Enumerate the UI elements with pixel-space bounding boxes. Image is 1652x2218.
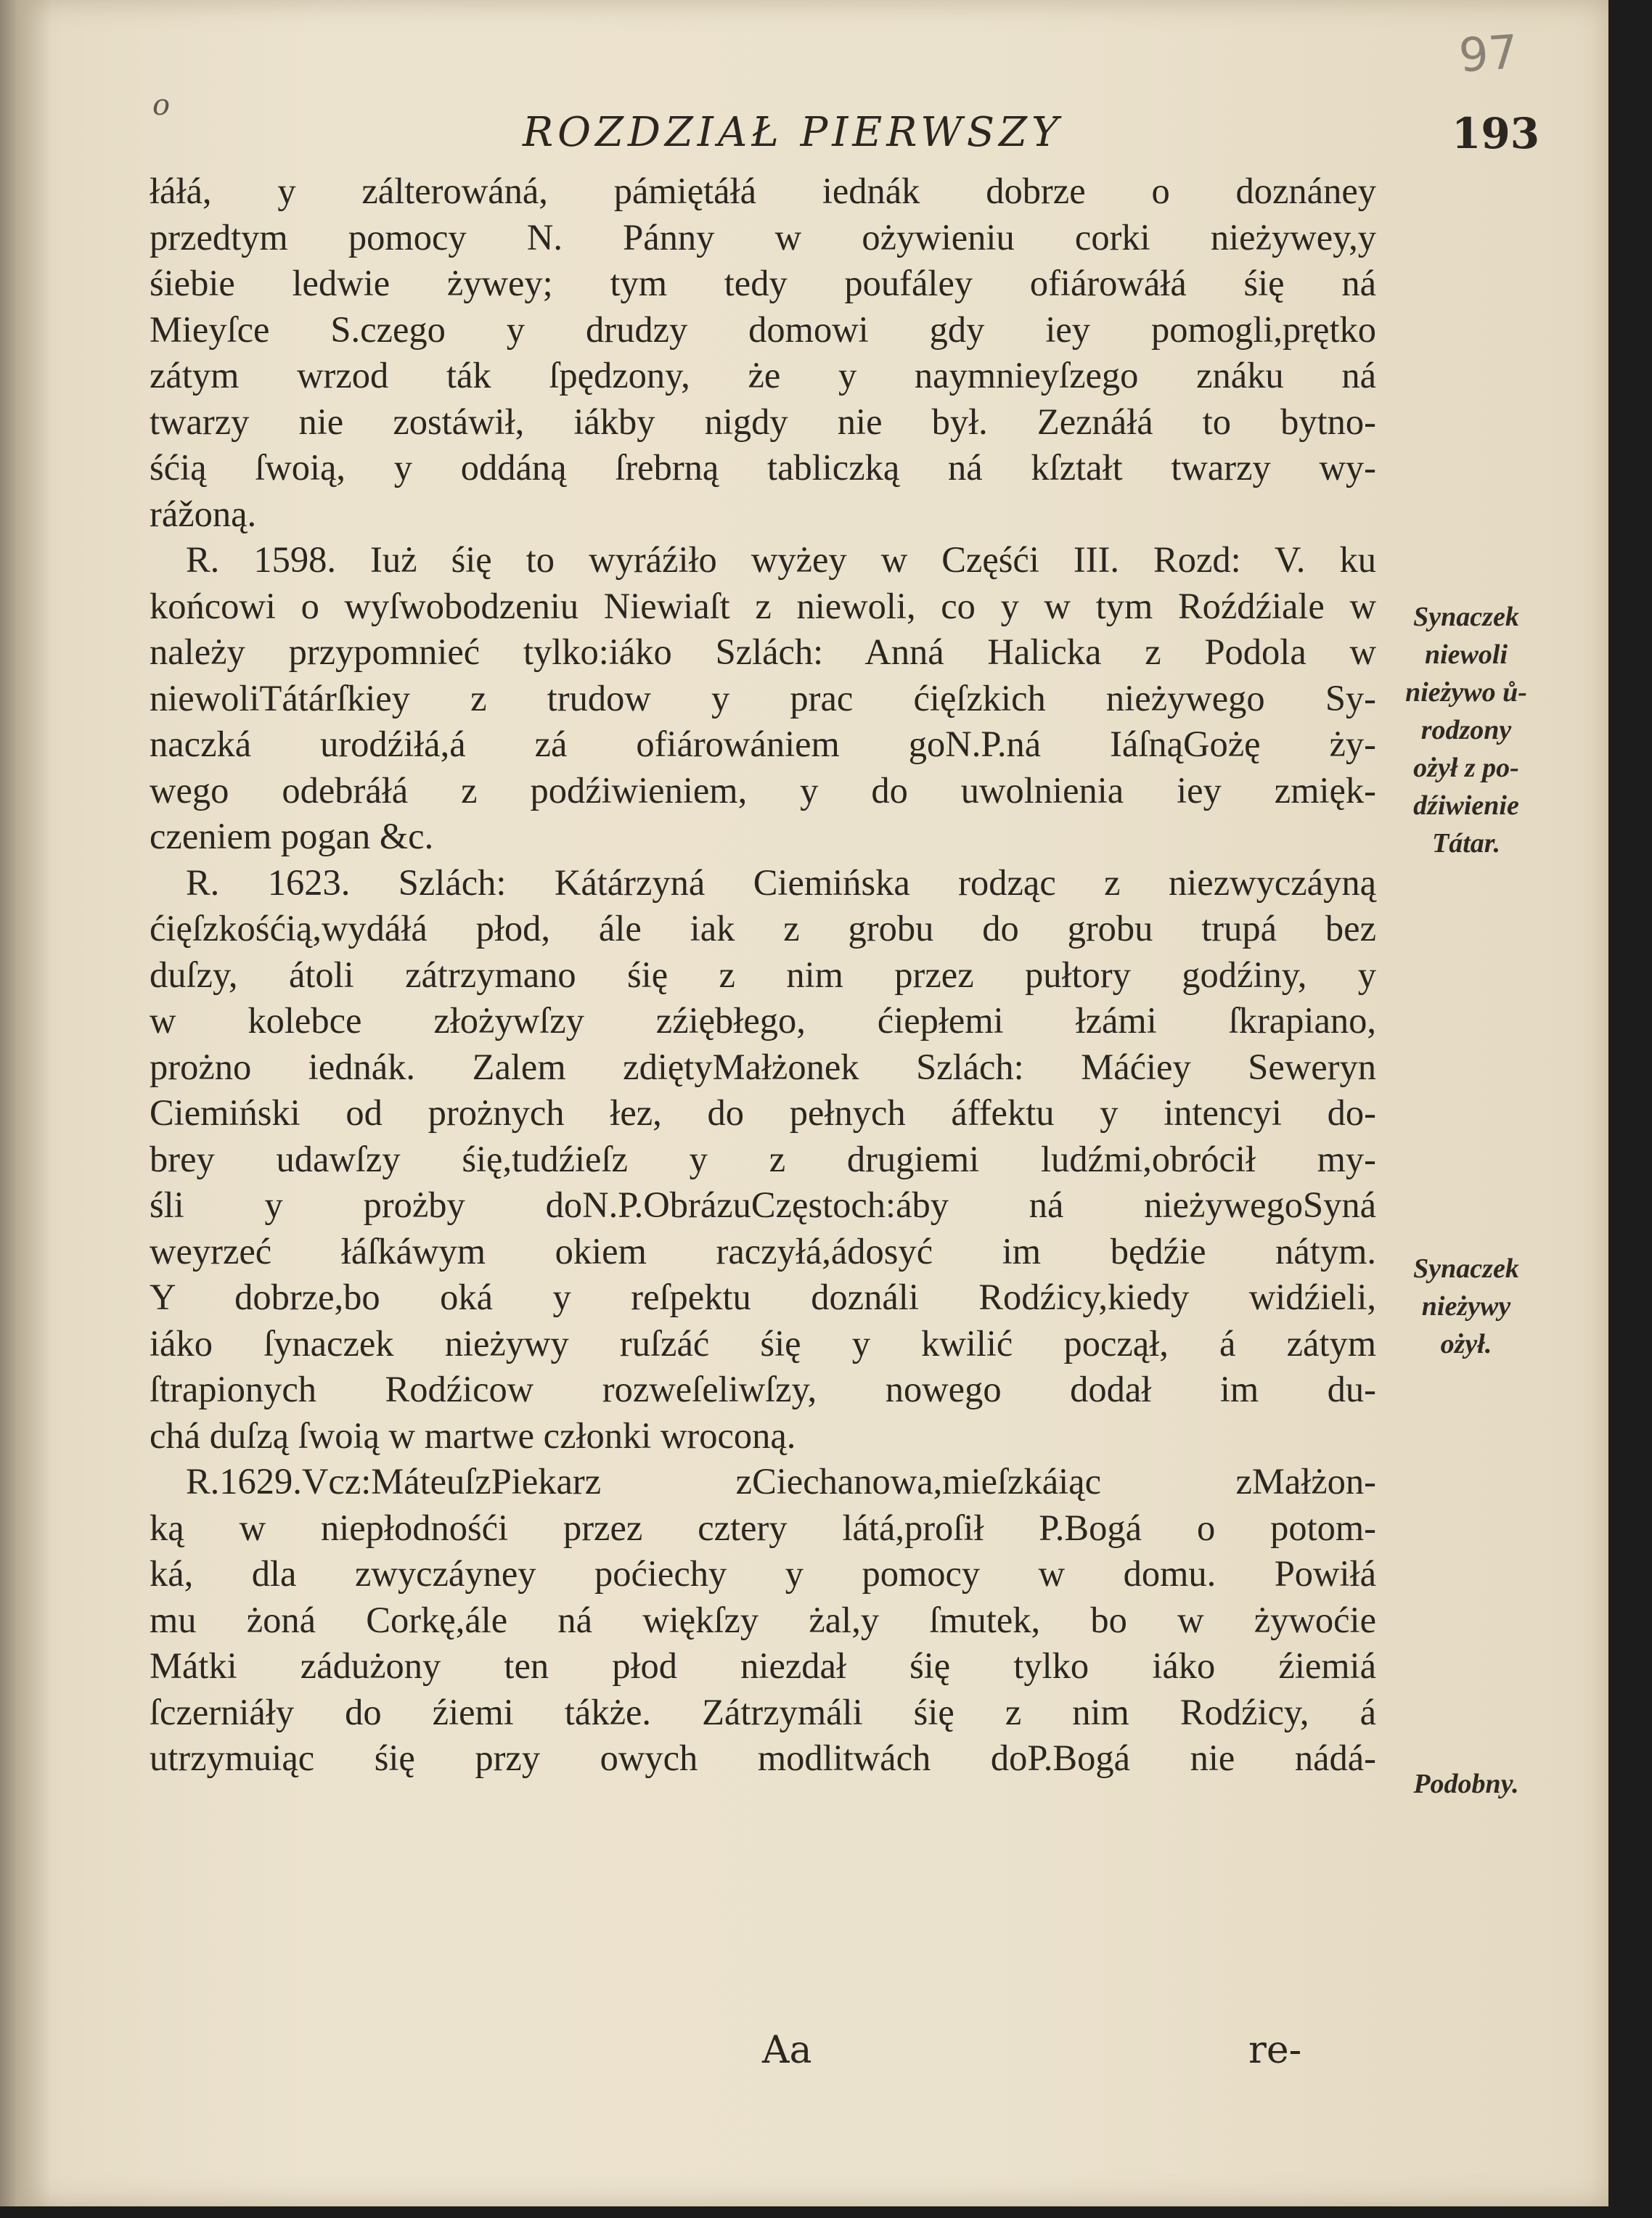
- text-line: utrzymuiąc śię przy owych modlitwách doP.Bogá nie nádá-: [150, 1738, 1376, 1778]
- text-line: weyrzeć łáſkáwym okiem raczyłá,ádosyć im będźie nátym.: [150, 1230, 1376, 1272]
- margin-note-line: Synaczek: [1413, 602, 1519, 632]
- text-line: chá duſzą ſwoią w martwe członki wroconą.: [150, 1415, 796, 1456]
- text-line: naczká urodźiłá,á zá ofiárowániem goN.P.ná IáſnąGożę ży-: [150, 724, 1376, 764]
- text-line: wego odebráłá z podźiwieniem, y do uwolnienia iey zmięk-: [150, 769, 1376, 811]
- text-line: twarzy nie zostáwił, iákby nigdy nie był. Zeznáłá to bytno-: [150, 401, 1376, 442]
- margin-note-line: Podobny.: [1413, 1769, 1519, 1799]
- text-line: prożno iednák. Zalem zdiętyMałżonek Szlách: Máćiey Seweryn: [150, 1046, 1376, 1087]
- margin-note-line: Synaczek: [1413, 1253, 1519, 1284]
- text-line: R.1629.Vcz:MáteuſzPiekarz zCiechanowa,mieſzkáiąc zMałżon-: [186, 1461, 1376, 1502]
- handwritten-folio-number: 97: [1457, 25, 1520, 83]
- text-line: ká, dla zwyczáyney poćiechy y pomocy w domu. Powiłá: [150, 1553, 1376, 1594]
- text-line: Mieyſce S.czego y drudzy domowi gdy iey pomogli,prętko: [150, 308, 1376, 350]
- text-line: brey udawſzy śię,tudźieſz y z drugiemi ludźmi,obrócił my-: [150, 1138, 1376, 1179]
- running-header: ROZDZIAŁ PIERWSZY: [523, 109, 1063, 156]
- margin-note-2: [1386, 1250, 1546, 1363]
- text-line: końcowi o wyſwobodzeniu Niewiaſt z niewoli, co y w tym Roźdźiale w: [150, 585, 1376, 626]
- margin-note-line: rodzony: [1420, 715, 1512, 745]
- text-line: należy przypomnieć tylko:iáko Szlách: Anná Halicka z Podola w: [150, 631, 1376, 672]
- margin-note-line: niewoli: [1424, 639, 1508, 670]
- text-line: śćią ſwoią, y oddáną ſrebrną tabliczką ná kſztałt twarzy wy-: [150, 447, 1376, 488]
- text-line: duſzy, átoli zátrzymano śię z nim przez pułtory godźiny, y: [150, 954, 1376, 995]
- margin-note-3: [1386, 1765, 1546, 1803]
- text-line: ſczerniáły do źiemi tákże. Zátrzymáli śię z nim Rodźicy, á: [150, 1691, 1376, 1732]
- text-line: łáłá, y zálterowáná, pámiętáłá iednák dobrze o doznáney: [150, 171, 1376, 211]
- text-line: mu żoná Corkę,ále ná więkſzy żal,y ſmutek, bo w żywoćie: [150, 1599, 1376, 1640]
- text-line: Mátki zádużony ten płod niezdał śię tylko iáko źiemiá: [150, 1645, 1376, 1686]
- text-line: śiebie ledwie żywey; tym tedy poufáley ofiárowáłá śię ná: [150, 263, 1376, 303]
- text-line: zátym wrzod ták ſpędzony, że y naymnieyſzego znáku ná: [150, 355, 1376, 396]
- margin-note-line: ożył.: [1440, 1329, 1492, 1359]
- margin-note-line: nieżywy: [1421, 1291, 1511, 1322]
- text-line: w kolebce złożywſzy zźiębłego, ćiepłemi łzámi ſkrapiano,: [150, 1000, 1376, 1041]
- text-line: R. 1623. Szlách: Kátárzyná Ciemińska rodząc z niezwyczáyną: [186, 862, 1376, 903]
- text-line: ſtrapionych Rodźicow rozweſeliwſzy, nowego dodał im du-: [150, 1369, 1376, 1409]
- text-line: śli y prożby doN.P.ObrázuCzęstoch:áby ná nieżywegoSyná: [150, 1184, 1376, 1225]
- margin-note-line: Tátar.: [1432, 828, 1500, 859]
- text-line: czeniem pogan &c.: [150, 816, 434, 856]
- margin-note-line: nieżywo ů-: [1405, 677, 1527, 708]
- catchword: re-: [1248, 2029, 1302, 2072]
- page-number: 193: [1452, 109, 1540, 158]
- text-line: ką w niepłodnośći przez cztery látá,proſił P.Bogá o potom-: [150, 1507, 1376, 1548]
- text-line: przedtym pomocy N. Pánny w ożywieniu corki nieżywey,y: [150, 216, 1376, 258]
- text-line: niewoliTátárſkiey z trudow y prac ćięſzkich nieżywego Sy-: [150, 677, 1376, 719]
- main-text: [150, 168, 1376, 1782]
- text-line: Y dobrze,bo oká y reſpektu doználi Rodźicy,kiedy widźieli,: [150, 1277, 1376, 1317]
- text-line: Ciemiński od prożnych łez, do pełnych áffektu y intencyi do-: [150, 1092, 1376, 1133]
- margin-note-line: ożył z po-: [1413, 753, 1519, 783]
- text-line: rážoną.: [150, 493, 257, 534]
- text-line: ćięſzkośćią,wydáłá płod, ále iak z grobu do grobu trupá bez: [150, 908, 1376, 949]
- text-line: R. 1598. Iuż śię to wyráźiło wyżey w Częśći III. Rozd: V. ku: [186, 539, 1376, 580]
- margin-note-1: [1386, 598, 1546, 862]
- text-line: iáko ſynaczek nieżywy ruſzáć śię y kwilić począł, á zátym: [150, 1322, 1376, 1364]
- corner-mark: o: [152, 89, 171, 122]
- margin-note-line: dźiwienie: [1413, 790, 1519, 821]
- signature-mark: Aa: [762, 2029, 812, 2072]
